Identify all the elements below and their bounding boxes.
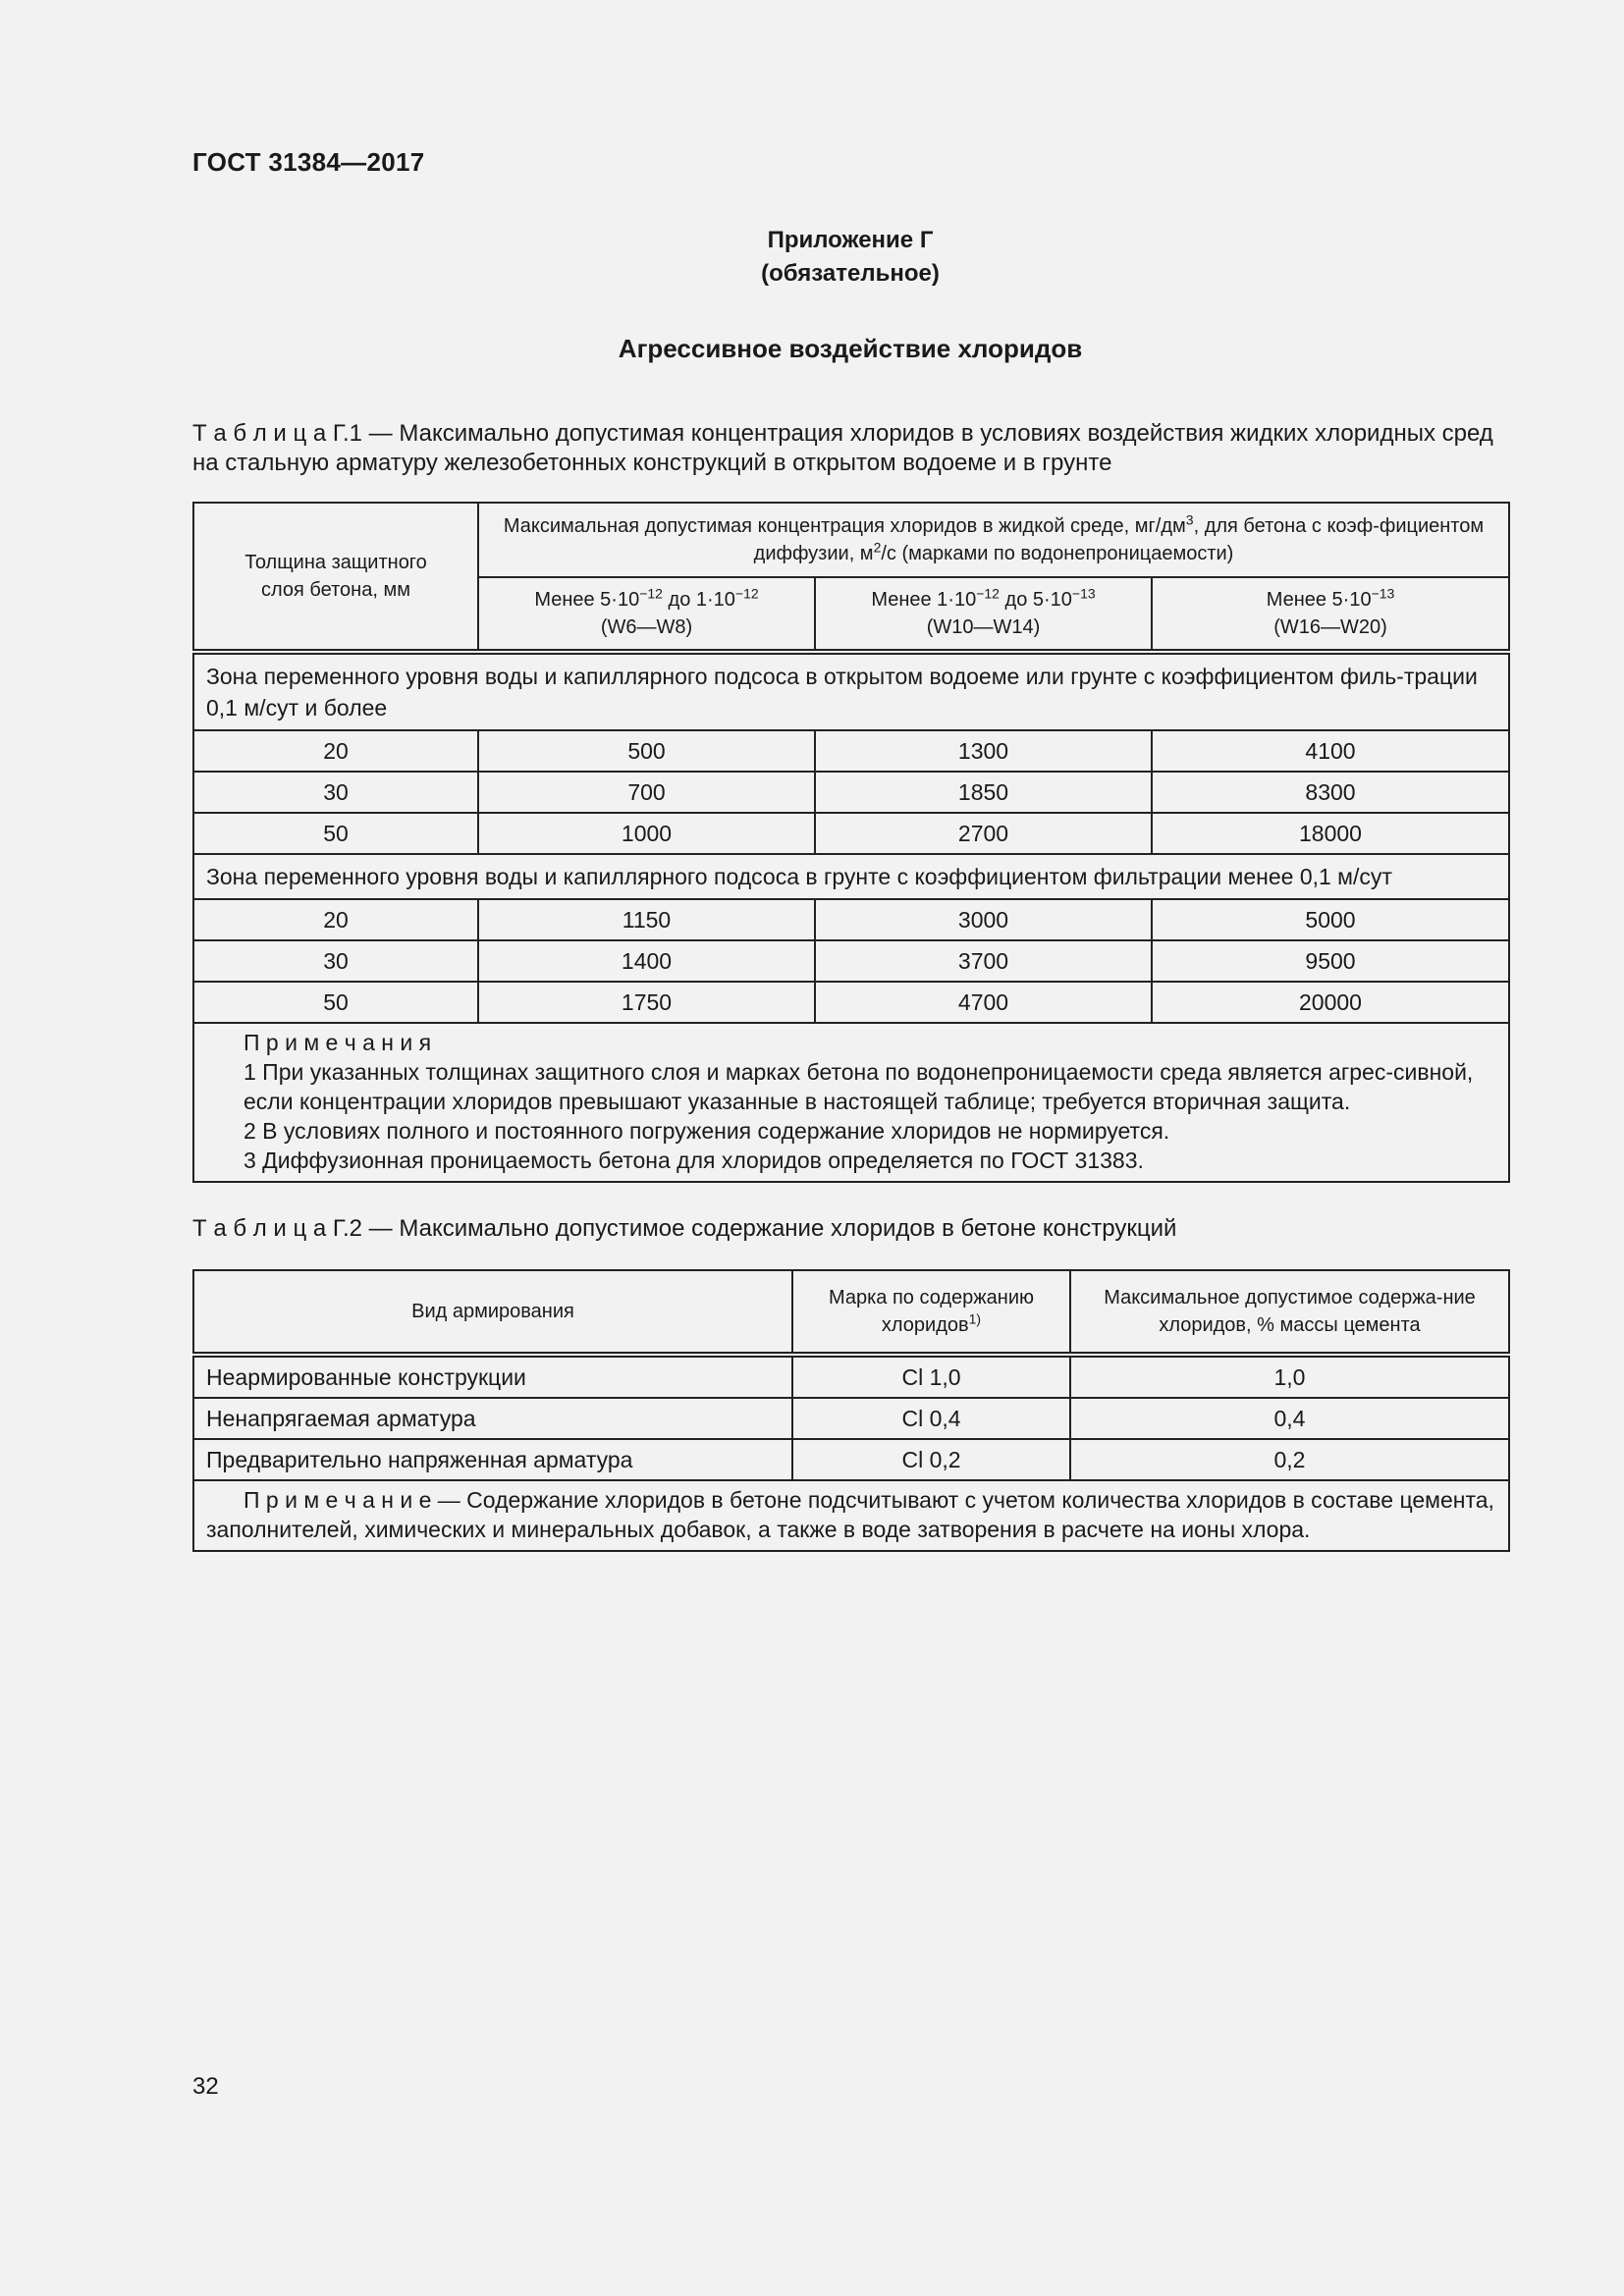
table-g2 bbox=[192, 1269, 1510, 1552]
table1-caption-text: — Максимально допустимая концентрация хлоридов в условиях воздействия жидких хлоридных сред на стальную арматуру железобетонных конструкций в открытом водоеме и в грунте bbox=[192, 420, 1493, 476]
cell-value: 1000 bbox=[478, 813, 815, 854]
cell-value: 4100 bbox=[1152, 730, 1509, 772]
sub2-grade: (W10—W14) bbox=[926, 616, 1041, 638]
sub2-e2: −13 bbox=[1071, 585, 1096, 602]
header-max-chloride bbox=[1070, 1270, 1509, 1355]
cell-value: 1,0 bbox=[1070, 1355, 1509, 1398]
table1-caption bbox=[192, 419, 1508, 478]
cell-value: 1750 bbox=[478, 982, 815, 1023]
cell-thickness: 30 bbox=[193, 940, 478, 982]
header-max-chloride-text: Максимальное допустимое содержа-ние хлоридов, % массы цемента bbox=[1104, 1287, 1476, 1336]
cell-thickness: 50 bbox=[193, 982, 478, 1023]
table-g1 bbox=[192, 502, 1510, 1183]
header-chloride-grade bbox=[792, 1270, 1070, 1355]
cell-value: 5000 bbox=[1152, 899, 1509, 940]
header-thickness-text: Толщина защитного слоя бетона, мм bbox=[244, 552, 427, 601]
sub1-a: Менее 5·10 bbox=[534, 589, 640, 611]
cell-thickness: 20 bbox=[193, 730, 478, 772]
section-title: Агрессивное воздействие хлоридов bbox=[618, 334, 1083, 363]
table-row bbox=[193, 940, 1509, 982]
cell-value: 500 bbox=[478, 730, 815, 772]
table2-caption bbox=[192, 1214, 1508, 1244]
note-text: — Содержание хлоридов в бетоне подсчитывают с учетом количества хлоридов в составе цемента, заполнителей, химических и минеральных добавок, а также в воде затворения в расчете на ионы хлора. bbox=[206, 1487, 1494, 1542]
sub1-e1: −12 bbox=[639, 585, 663, 602]
cell-value: 0,2 bbox=[1070, 1439, 1509, 1480]
cell-value: 1300 bbox=[815, 730, 1152, 772]
cell-grade: Cl 1,0 bbox=[792, 1355, 1070, 1398]
header-chloride-grade-sup: 1) bbox=[968, 1310, 982, 1327]
cell-value: 0,4 bbox=[1070, 1398, 1509, 1439]
document-header: ГОСТ 31384—2017 bbox=[192, 147, 425, 177]
cell-value: 4700 bbox=[815, 982, 1152, 1023]
zone-2-label: Зона переменного уровня воды и капиллярного подсоса в грунте с коэффициентом фильтрации менее 0,1 м/сут bbox=[193, 854, 1509, 899]
header-concentration-sup: 3 bbox=[1185, 511, 1194, 528]
table-row bbox=[193, 813, 1509, 854]
header-thickness bbox=[193, 503, 478, 652]
table1-notes bbox=[193, 1023, 1509, 1182]
cell-value: 18000 bbox=[1152, 813, 1509, 854]
table-row bbox=[193, 1355, 1509, 1398]
sub1-grade: (W6—W8) bbox=[600, 616, 693, 638]
table-row bbox=[193, 982, 1509, 1023]
sub1-e2: −12 bbox=[734, 585, 759, 602]
cell-value: 2700 bbox=[815, 813, 1152, 854]
header-concentration-sup2: 2 bbox=[873, 539, 882, 556]
note-3: 3 Диффузионная проницаемость бетона для хлоридов определяется по ГОСТ 31383. bbox=[244, 1148, 1144, 1173]
cell-grade: Cl 0,2 bbox=[792, 1439, 1070, 1480]
cell-reinforcement: Неармированные конструкции bbox=[193, 1355, 792, 1398]
cell-value: 9500 bbox=[1152, 940, 1509, 982]
sub3-a: Менее 5·10 bbox=[1266, 589, 1372, 611]
cell-value: 1850 bbox=[815, 772, 1152, 813]
header-reinforcement-type: Вид армирования bbox=[193, 1270, 792, 1355]
zone-1-label: Зона переменного уровня воды и капиллярного подсоса в открытом водоеме или грунте с коэффициентом филь-трации 0,1 м/сут и более bbox=[193, 652, 1509, 730]
table-row bbox=[193, 1439, 1509, 1480]
sub3-grade: (W16—W20) bbox=[1273, 616, 1387, 638]
table2-caption-text: — Максимально допустимое содержание хлоридов в бетоне конструкций bbox=[362, 1215, 1177, 1242]
header-grade-w16-w20 bbox=[1152, 577, 1509, 652]
page-number: 32 bbox=[192, 2073, 219, 2100]
appendix-status: (обязательное) bbox=[761, 260, 940, 287]
sub2-b: до 5·10 bbox=[999, 589, 1072, 611]
sub1-b: до 1·10 bbox=[662, 589, 735, 611]
notes-title: П р и м е ч а н и я bbox=[244, 1030, 432, 1055]
cell-thickness: 20 bbox=[193, 899, 478, 940]
table-row bbox=[193, 899, 1509, 940]
appendix-heading bbox=[192, 224, 1508, 291]
header-chloride-grade-text: Марка по содержанию хлоридов bbox=[828, 1287, 1035, 1336]
header-grade-w6-w8 bbox=[478, 577, 815, 652]
cell-value: 1150 bbox=[478, 899, 815, 940]
table-row bbox=[193, 772, 1509, 813]
cell-value: 8300 bbox=[1152, 772, 1509, 813]
header-grade-w10-w14 bbox=[815, 577, 1152, 652]
cell-value: 20000 bbox=[1152, 982, 1509, 1023]
table1-caption-prefix: Т а б л и ц а Г.1 bbox=[192, 420, 363, 447]
cell-reinforcement: Ненапрягаемая арматура bbox=[193, 1398, 792, 1439]
header-concentration-a: Максимальная допустимая концентрация хлоридов в жидкой среде, мг/дм bbox=[503, 515, 1186, 537]
cell-thickness: 30 bbox=[193, 772, 478, 813]
appendix-label: Приложение Г bbox=[767, 227, 934, 253]
cell-value: 3000 bbox=[815, 899, 1152, 940]
header-concentration-b: , для бетона с коэф-фициентом диффузии, м bbox=[753, 515, 1485, 564]
cell-value: 3700 bbox=[815, 940, 1152, 982]
table2-caption-prefix: Т а б л и ц а Г.2 bbox=[192, 1215, 363, 1242]
sub2-e1: −12 bbox=[976, 585, 1000, 602]
cell-grade: Cl 0,4 bbox=[792, 1398, 1070, 1439]
cell-value: 1400 bbox=[478, 940, 815, 982]
cell-reinforcement: Предварительно напряженная арматура bbox=[193, 1439, 792, 1480]
cell-thickness: 50 bbox=[193, 813, 478, 854]
note-1 bbox=[206, 1057, 1496, 1116]
table-row bbox=[193, 1398, 1509, 1439]
header-concentration-c: /с (марками по водонепроницаемости) bbox=[881, 543, 1234, 564]
table-row bbox=[193, 730, 1509, 772]
table2-note bbox=[193, 1480, 1509, 1551]
note-2: 2 В условиях полного и постоянного погружения содержание хлоридов не нормируется. bbox=[244, 1118, 1170, 1144]
sub2-a: Менее 1·10 bbox=[871, 589, 977, 611]
cell-value: 700 bbox=[478, 772, 815, 813]
header-concentration bbox=[478, 503, 1509, 577]
note-prefix: П р и м е ч а н и е bbox=[244, 1487, 432, 1513]
note-1-text: 1 При указанных толщинах защитного слоя и марках бетона по водонепроницаемости среда является агрес-сивной, если концентрации хлоридов превышают указанные в настоящей таблице; требуется вторичная защита. bbox=[244, 1059, 1474, 1114]
sub3-e1: −13 bbox=[1371, 585, 1395, 602]
